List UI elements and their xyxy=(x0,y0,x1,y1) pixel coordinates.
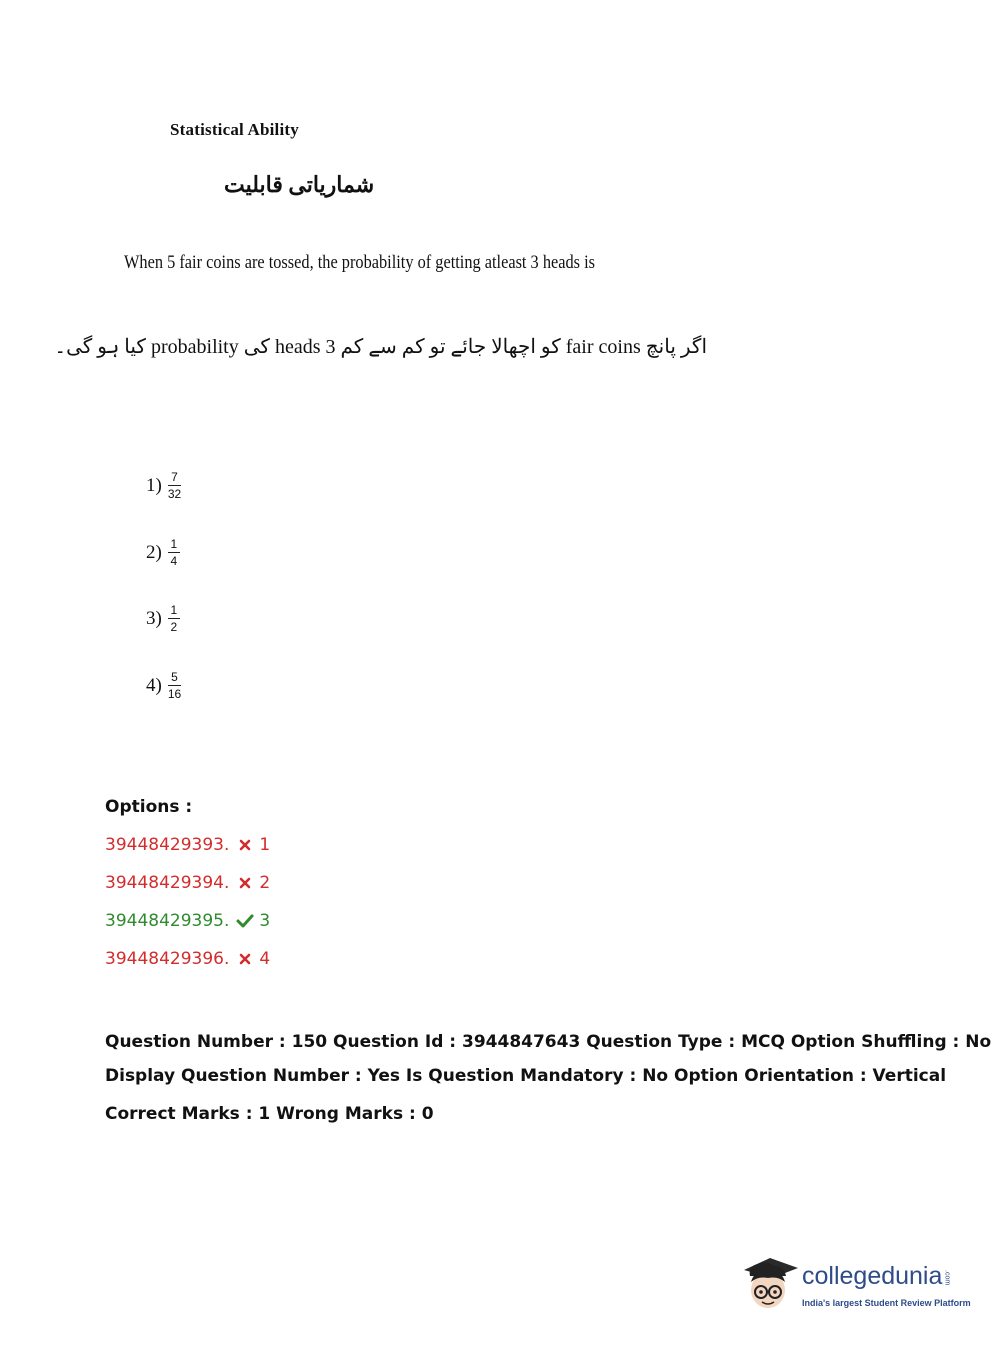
option-id: 39448429396. xyxy=(105,949,230,969)
option-row xyxy=(105,911,270,931)
fraction-denominator: 16 xyxy=(167,687,182,701)
option-value: 1 xyxy=(259,835,271,855)
question-text-urdu: اگر پانچ fair coins کو اچھالا جائے تو کم سے کم 3 heads کی probability کیا ہو گی۔ xyxy=(54,336,707,358)
question-meta-line-2: Display Question Number : Yes Is Question Mandatory : No Option Orientation : Vertical xyxy=(105,1066,947,1086)
fraction-numerator: 1 xyxy=(170,537,178,551)
fraction-bar xyxy=(168,485,181,486)
choice-1 xyxy=(146,470,181,501)
fraction-numerator: 1 xyxy=(170,603,178,617)
fraction-denominator: 32 xyxy=(167,487,182,501)
brand-name xyxy=(802,1262,950,1291)
choice-fraction xyxy=(168,670,181,701)
choice-fraction xyxy=(168,470,181,501)
brand-name-text: collegedunia xyxy=(802,1262,943,1290)
question-meta-line-1: Question Number : 150 Question Id : 3944847643 Question Type : MCQ Option Shuffling : No xyxy=(105,1032,992,1052)
brand-suffix: .com xyxy=(943,1269,951,1285)
option-id: 39448429393. xyxy=(105,835,230,855)
collegedunia-mascot-logo xyxy=(740,1248,802,1318)
option-row xyxy=(105,873,270,893)
fraction-bar xyxy=(168,552,180,553)
cross-icon xyxy=(235,877,255,889)
choice-number: 3) xyxy=(146,607,162,629)
question-text-english: When 5 fair coins are tossed, the probability of getting atleast 3 heads is xyxy=(124,252,596,273)
fraction-bar xyxy=(168,618,180,619)
option-value: 2 xyxy=(259,873,271,893)
section-title-urdu: شماریاتی قابلیت xyxy=(224,172,375,197)
cross-icon xyxy=(235,953,255,965)
choice-fraction xyxy=(168,537,180,568)
fraction-bar xyxy=(168,685,181,686)
fraction-denominator: 4 xyxy=(170,554,178,568)
choice-4 xyxy=(146,670,181,701)
option-row xyxy=(105,835,270,855)
option-id: 39448429394. xyxy=(105,873,230,893)
option-value: 4 xyxy=(259,949,271,969)
choice-fraction xyxy=(168,603,180,634)
brand-tagline: India's largest Student Review Platform xyxy=(802,1298,971,1308)
option-value: 3 xyxy=(259,911,271,931)
option-row xyxy=(105,949,270,969)
section-title: Statistical Ability xyxy=(170,120,299,139)
fraction-denominator: 2 xyxy=(170,620,178,634)
choice-number: 2) xyxy=(146,541,162,563)
fraction-numerator: 7 xyxy=(171,470,178,484)
option-id: 39448429395. xyxy=(105,911,230,931)
choice-3 xyxy=(146,603,180,634)
fraction-numerator: 5 xyxy=(171,670,178,684)
options-heading: Options : xyxy=(105,797,193,817)
question-meta-line-3: Correct Marks : 1 Wrong Marks : 0 xyxy=(105,1104,434,1124)
choice-number: 1) xyxy=(146,474,162,496)
checkmark-icon xyxy=(235,914,255,928)
choice-number: 4) xyxy=(146,674,162,696)
choice-2 xyxy=(146,537,180,568)
cross-icon xyxy=(235,839,255,851)
